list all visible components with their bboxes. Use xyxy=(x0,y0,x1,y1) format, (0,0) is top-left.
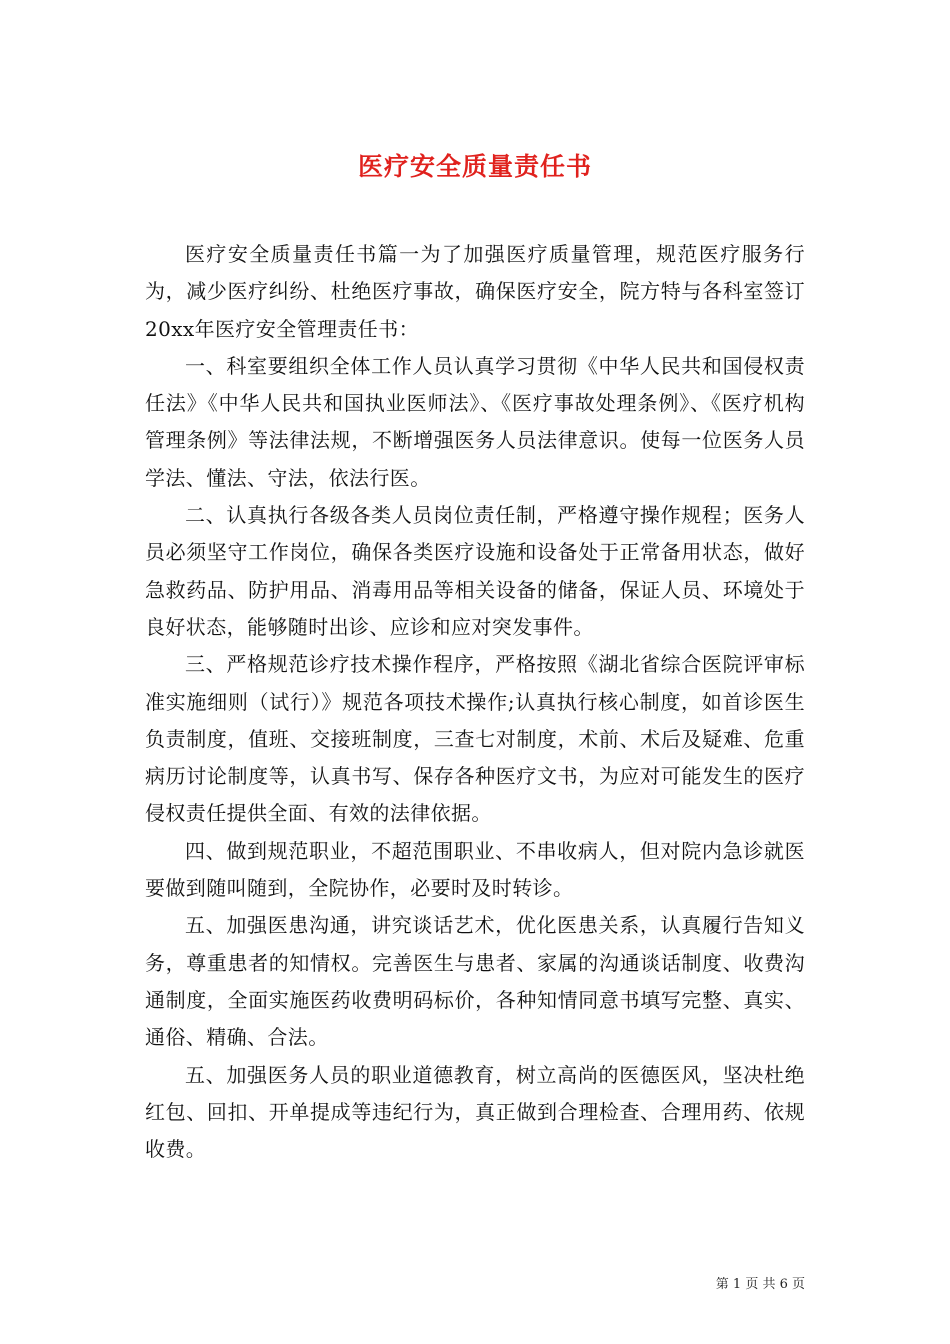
paragraph-item-3: 三、严格规范诊疗技术操作程序，严格按照《湖北省综合医院评审标准实施细则（试行）》规范各项技术操作;认真执行核心制度，如首诊医生负责制度，值班、交接班制度，三查七对制度，术前、术后及疑难、危重病历讨论制度等，认真书写、保存各种医疗文书，为应对可能发生的医疗侵权责任提供全面、有效的法律依据。 xyxy=(145,652,805,826)
document-title: 医疗安全质量责任书 xyxy=(357,151,592,181)
paragraph-item-5b: 五、加强医务人员的职业道德教育，树立高尚的医德医风，坚决杜绝红包、回扣、开单提成等违纪行为，真正做到合理检查、合理用药、依规收费。 xyxy=(145,1062,805,1162)
paragraph-intro: 医疗安全质量责任书篇一为了加强医疗质量管理，规范医疗服务行为，减少医疗纠纷、杜绝医疗事故，确保医疗安全，院方特与各科室签订20xx年医疗安全管理责任书： xyxy=(145,242,805,341)
paragraph-item-4: 四、做到规范职业，不超范围职业、不串收病人，但对院内急诊就医要做到随叫随到，全院协作，必要时及时转诊。 xyxy=(145,838,805,901)
page-number: 第 1 页 共 6 页 xyxy=(715,1277,805,1292)
document-body xyxy=(145,236,805,1168)
paragraph-item-5a: 五、加强医患沟通，讲究谈话艺术，优化医患关系，认真履行告知义务，尊重患者的知情权。完善医生与患者、家属的沟通谈话制度、收费沟通制度，全面实施医药收费明码标价，各种知情同意书填写完整、真实、通俗、精确、合法。 xyxy=(145,913,805,1050)
paragraph-item-1: 一、科室要组织全体工作人员认真学习贯彻《中华人民共和国侵权责任法》《中华人民共和国执业医师法》、《医疗事故处理条例》、《医疗机构管理条例》等法律法规，不断增强医务人员法律意识。使每一位医务人员学法、懂法、守法，依法行医。 xyxy=(145,353,805,490)
paragraph-item-2: 二、认真执行各级各类人员岗位责任制，严格遵守操作规程；医务人员必须坚守工作岗位，确保各类医疗设施和设备处于正常备用状态，做好急救药品、防护用品、消毒用品等相关设备的储备，保证人员、环境处于良好状态，能够随时出诊、应诊和应对突发事件。 xyxy=(145,503,805,639)
